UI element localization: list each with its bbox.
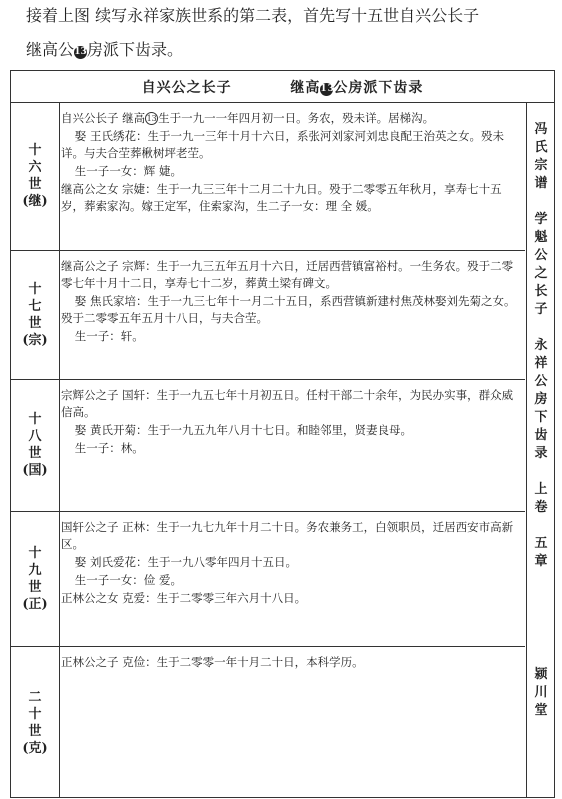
side-char: 房 xyxy=(534,392,548,407)
generation-char: 九 xyxy=(28,562,42,578)
record-paragraph xyxy=(61,110,521,127)
side-char: 祥 xyxy=(534,356,548,371)
side-title-vertical xyxy=(528,121,554,571)
generation-char: 二 xyxy=(28,689,42,705)
side-char: 宗 xyxy=(534,158,548,173)
generation-char: 十 xyxy=(28,281,42,297)
generation-char: 六 xyxy=(28,160,42,175)
record-text-after: 生于一九一一年四月初一日。务农，殁未详。居梯沟。 xyxy=(158,111,435,125)
record-paragraph: 生一子：轩。 xyxy=(74,329,144,343)
generation-char: 十 xyxy=(28,412,42,427)
generation-char: 十 xyxy=(28,143,42,158)
side-char: 颍 xyxy=(534,667,548,682)
generation-char: (正) xyxy=(22,596,48,612)
record-paragraph: 生一子一女：俭 爱。 xyxy=(74,573,182,587)
record-text xyxy=(61,654,521,672)
generation-label xyxy=(11,689,59,757)
record-paragraph: 国轩公之子 正林：生于一九七九年十月二十日。务农兼务工，白领职员，迁居西安市高新区。 xyxy=(61,520,514,551)
generation-char: (继) xyxy=(22,194,48,209)
row-divider xyxy=(11,646,525,647)
generation-char: 世 xyxy=(28,446,42,461)
side-hall-name xyxy=(528,666,554,720)
header-left: 自兴公之长子 xyxy=(141,80,232,96)
side-char: 公 xyxy=(534,248,548,263)
generation-char: 世 xyxy=(28,315,42,331)
record-paragraph: 正林公之女 克爱：生于二零零三年六月十八日。 xyxy=(61,591,307,605)
row-divider xyxy=(11,511,525,512)
gen-column-divider xyxy=(59,102,60,797)
side-char: 之 xyxy=(534,266,548,281)
record-paragraph: 娶 王氏绣花：生于一九一三年十月十六日，系张河刘家河刘忠良配王治英之女。殁未详。与夫合茔葬楸树坪老茔。 xyxy=(61,129,504,160)
record-paragraph: 娶 焦氏家培：生于一九三七年十一月二十五日，系西营镇新建村焦茂林娶刘先菊之女。殁于二零零五年五月十八日，与夫合茔。 xyxy=(61,294,516,325)
side-char: 氏 xyxy=(534,140,548,155)
generation-label xyxy=(11,281,59,349)
record-paragraph: 生一子一女：辉 婕。 xyxy=(74,164,182,178)
generation-char: 世 xyxy=(28,177,42,192)
generation-char: 八 xyxy=(28,429,42,444)
side-char: 章 xyxy=(534,554,548,569)
side-char xyxy=(528,517,554,535)
side-char: 学 xyxy=(534,212,548,227)
record-paragraph: 生一子：林。 xyxy=(74,441,144,455)
generation-char: (克) xyxy=(22,740,48,756)
record-text-before: 自兴公长子 继高 xyxy=(61,111,146,125)
header-mid: 继高 xyxy=(290,80,321,96)
side-char: 下 xyxy=(534,410,548,425)
side-char: 魁 xyxy=(534,230,548,245)
record-text xyxy=(61,519,521,608)
side-char: 川 xyxy=(534,685,548,700)
generation-label xyxy=(11,142,59,210)
record-paragraph: 宗辉公之子 国轩：生于一九五七年十月初五日。任村干部二十余年，为民办实事，群众威信高。 xyxy=(61,388,514,419)
header-circled-number: 13 xyxy=(320,84,335,94)
generation-label xyxy=(11,411,59,479)
side-char xyxy=(528,463,554,481)
header-divider xyxy=(11,102,554,103)
generation-char: (国) xyxy=(22,463,48,478)
side-char: 五 xyxy=(534,536,548,551)
intro-line-1: 接着上图 续写永祥家族世系的第二表，首先写十五世自兴公长子 xyxy=(26,6,480,25)
side-char: 谱 xyxy=(534,176,548,191)
circled-number: 13 xyxy=(74,47,87,57)
generation-char: 十 xyxy=(28,706,42,722)
record-paragraph: 娶 黄氏开菊：生于一九五九年八月十七日。和睦邻里，贤妻良母。 xyxy=(74,423,412,437)
intro-text-after: 房派下齿录。 xyxy=(87,40,184,59)
record-paragraph: 继高公之子 宗辉：生于一九三五年五月十六日，迁居西营镇富裕村。一生务农。殁于二零零七年十月十二日，享寿七十二岁，葬黄土梁有碑文。 xyxy=(61,259,514,290)
side-char: 堂 xyxy=(534,703,548,718)
record-paragraph: 娶 刘氏爱花：生于一九八零年四月十五日。 xyxy=(74,555,297,569)
side-char: 冯 xyxy=(534,122,548,137)
generation-label xyxy=(11,545,59,613)
side-char xyxy=(528,319,554,337)
intro-text-before: 继高公 xyxy=(26,40,75,59)
generation-char: 世 xyxy=(28,579,42,595)
side-char: 永 xyxy=(534,338,548,353)
record-text xyxy=(61,387,521,458)
row-divider xyxy=(11,379,525,380)
generation-char: 十 xyxy=(28,545,42,561)
circled-number: 13 xyxy=(146,114,157,123)
side-char xyxy=(528,193,554,211)
record-paragraph: 正林公之子 克俭：生于二零零一年十月二十日，本科学历。 xyxy=(61,655,364,669)
header-right: 公房派下齿录 xyxy=(333,80,424,96)
side-char: 齿 xyxy=(534,428,548,443)
table-header-title xyxy=(11,77,554,97)
side-char: 上 xyxy=(534,482,548,497)
side-column-divider xyxy=(526,102,527,797)
side-char: 长 xyxy=(534,284,548,299)
side-char: 录 xyxy=(534,446,548,461)
side-char: 公 xyxy=(534,374,548,389)
intro-line-2 xyxy=(26,40,546,60)
row-divider xyxy=(11,250,525,251)
record-text xyxy=(61,110,521,216)
generation-char: 七 xyxy=(28,298,42,314)
side-char: 子 xyxy=(534,302,548,317)
record-paragraph: 继高公之女 宗婕：生于一九三三年十二月二十九日。殁于二零零五年秋月，享寿七十五岁，葬索家沟。嫁王定军，住索家沟，生二子一女：理 全 媛。 xyxy=(61,182,502,213)
record-text xyxy=(61,258,521,346)
generation-char: 世 xyxy=(28,723,42,739)
side-char: 卷 xyxy=(534,500,548,515)
lineage-table xyxy=(10,70,555,798)
generation-char: (宗) xyxy=(22,332,48,348)
